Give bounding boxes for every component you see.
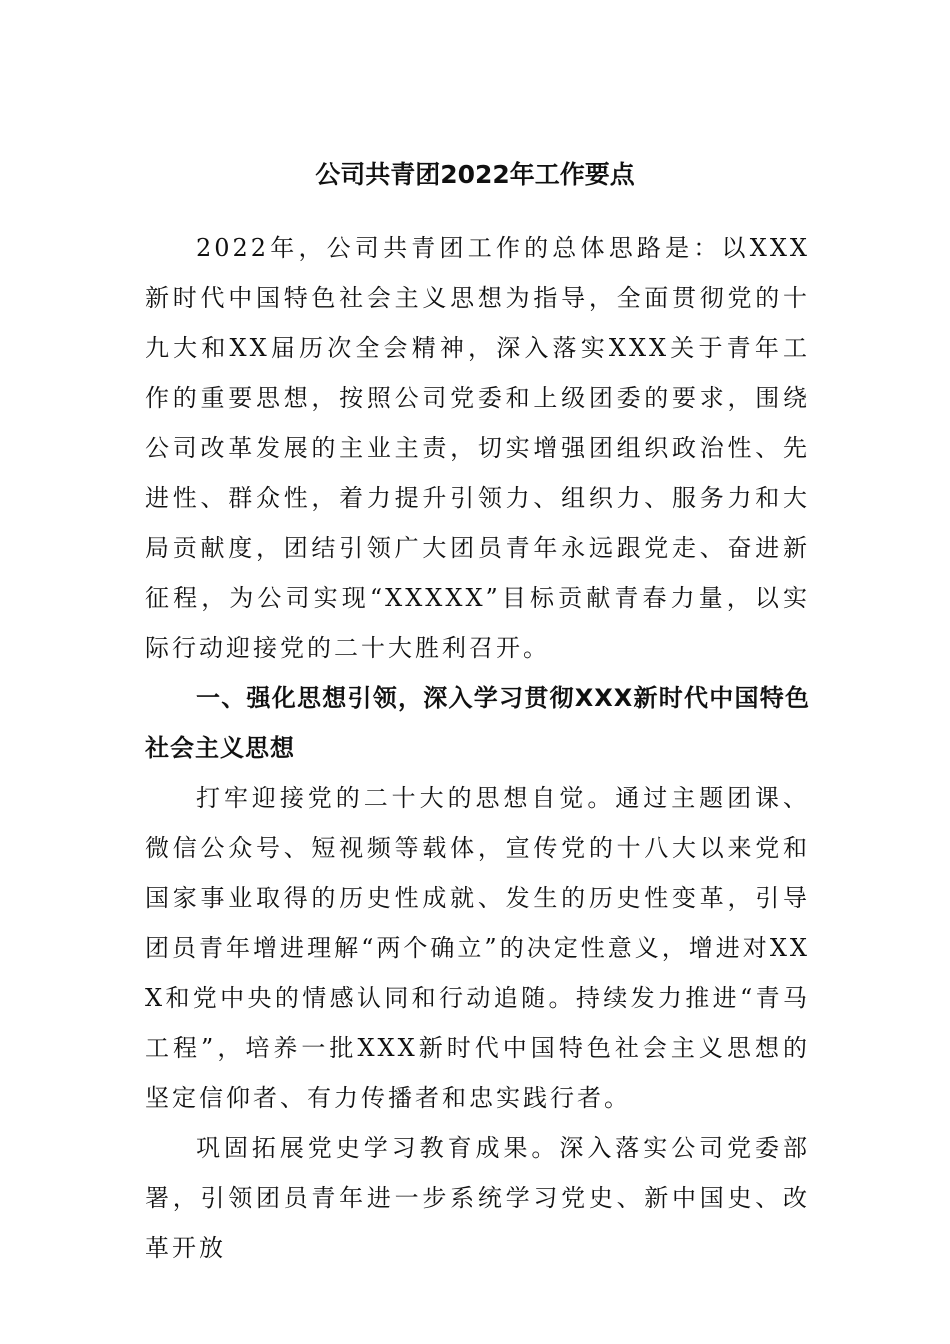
body-paragraph: 巩固拓展党史学习教育成果。深入落实公司党委部署，引领团员青年进一步系统学习党史、新中国史、改革开放 — [145, 1134, 810, 1262]
intro-paragraph: 2022年，公司共青团工作的总体思路是：以XXX新时代中国特色社会主义思想为指导，全面贯彻党的十九大和XX届历次全会精神，深入落实XXX关于青年工作的重要思想，按照公司党委和上级团委的要求，围绕公司改革发展的主业主责，切实增强团组织政治性、先进性、群众性，着力提升引领力、组织力、服务力和大局贡献度，团结引领广大团员青年永远跟党走、奋进新征程，为公司实现“XXXXX”目标贡献青春力量，以实际行动迎接党的二十大胜利召开。 — [145, 234, 810, 662]
body-paragraph: 打牢迎接党的二十大的思想自觉。通过主题团课、微信公众号、短视频等载体，宣传党的十八大以来党和国家事业取得的历史性成就、发生的历史性变革，引导团员青年增进理解“两个确立”的决定性意义，增进对XXX和党中央的情感认同和行动追随。持续发力推进“青马工程”，培养一批XXX新时代中国特色社会主义思想的坚定信仰者、有力传播者和忠实践行者。 — [145, 784, 810, 1112]
document-title: 公司共青团2022年工作要点 — [315, 160, 635, 189]
section-heading: 一、强化思想引领，深入学习贯彻XXX新时代中国特色社会主义思想 — [145, 684, 810, 762]
